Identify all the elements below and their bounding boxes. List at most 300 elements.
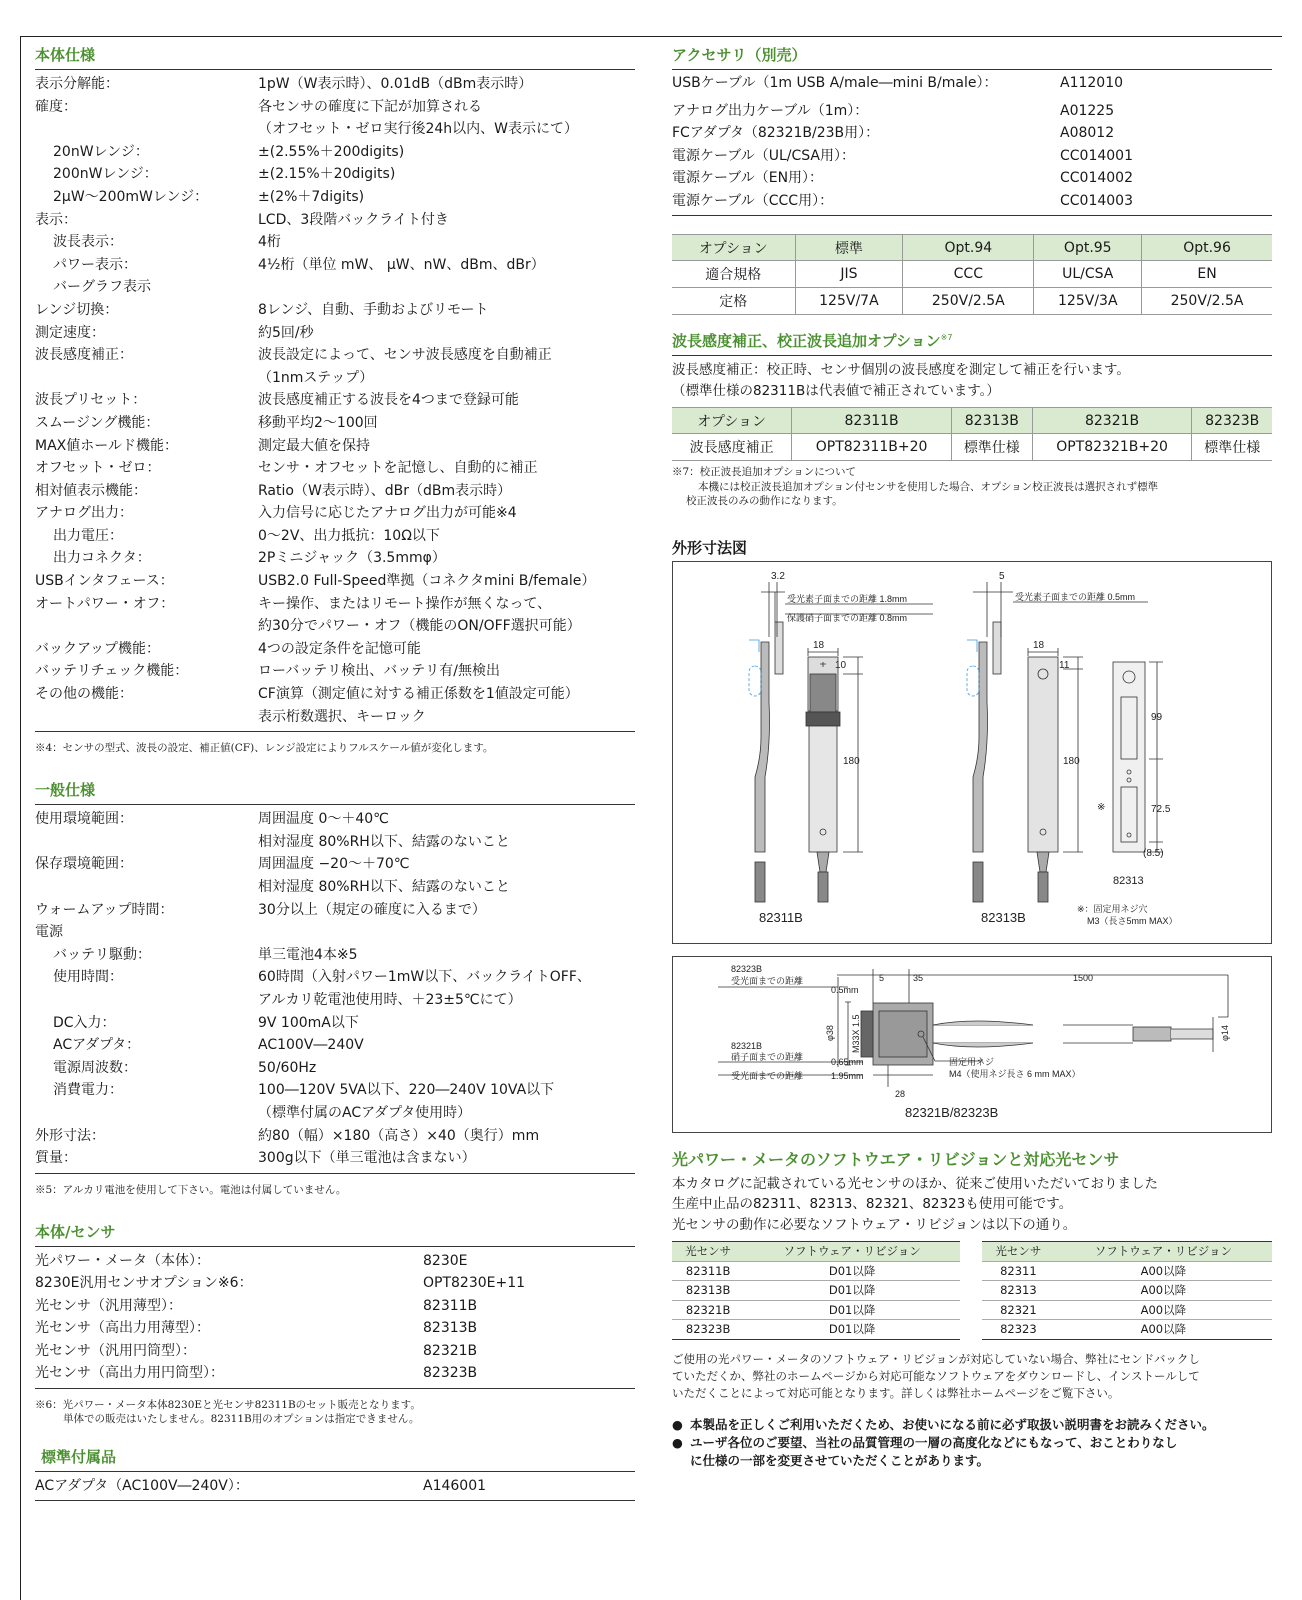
- spec-label: 確度：: [35, 98, 77, 115]
- revision-para-2: ていただくか、弊社のホームページから対応可能なソフトウェアをダウンロードし、インストールして: [672, 1368, 1200, 1383]
- spec-row: [35, 412, 635, 435]
- spec-label: 光センサ（汎用円筒型）：: [35, 1342, 196, 1359]
- d4-l8: 1.95mm: [831, 1070, 864, 1081]
- spec-row: [35, 1272, 635, 1295]
- table-header-cell: ソフトウェア・リビジョン: [1055, 1242, 1272, 1262]
- spec-label: [35, 989, 258, 1012]
- spec-label: 使用環境範囲：: [35, 811, 133, 828]
- spec-value: 各センサの確度に下記が加算される: [258, 98, 482, 115]
- spec-row: [35, 209, 635, 232]
- spec-row: [35, 231, 635, 254]
- spec-row: [35, 706, 635, 729]
- revision-para-1: ご使用の光パワー・メータのソフトウェア・リビジョンが対応していない場合、弊社にセンドバックし: [672, 1351, 1200, 1366]
- body-sensor-title: 本体/センサ: [35, 1223, 635, 1247]
- spec-value: 相対湿度 80%RH以下、結露のないこと: [258, 833, 510, 850]
- spec-label: スムージング機能：: [35, 414, 160, 431]
- spec-value: 波長感度補正する波長を4つまで登録可能: [258, 392, 519, 409]
- spec-label: 質量：: [35, 1150, 77, 1167]
- table-cell: CCC: [903, 261, 1034, 288]
- general-spec-title: 一般仕様: [35, 781, 635, 805]
- spec-row: [35, 615, 635, 638]
- std-accessory-title: 標準付属品: [35, 1448, 635, 1472]
- spec-row: [35, 808, 635, 831]
- wavelength-title-mark: ※7: [940, 333, 953, 342]
- spec-value: [258, 276, 635, 299]
- notice-2-text: ユーザ各位のご要望、当社の品質管理の一層の高度化などにもなって、おことわりなし: [690, 1434, 1178, 1450]
- spec-label: 光センサ（汎用薄型）：: [35, 1297, 182, 1314]
- table-row: [672, 1300, 960, 1320]
- table-cell: EN: [1142, 261, 1272, 288]
- spec-value: ±(2.55%＋200digits): [258, 143, 405, 160]
- table-row: [672, 1242, 960, 1262]
- table-cell: UL/CSA: [1034, 261, 1142, 288]
- spec-row: [35, 1012, 635, 1035]
- table-cell: 82311B: [672, 1261, 744, 1281]
- spec-row: [35, 660, 635, 683]
- body-sensor-note-2: 単体での販売はいたしません。82311B用のオプションは指定できません。: [63, 1412, 420, 1425]
- d4-w5: 5: [879, 972, 885, 983]
- spec-label: ACアダプタ：: [53, 1037, 141, 1054]
- table-header-cell: オプション: [672, 235, 795, 261]
- spec-row: [35, 344, 635, 367]
- bullet-icon: ●: [672, 1434, 683, 1450]
- spec-label: [35, 706, 258, 729]
- spec-row: [35, 831, 635, 854]
- d4-screw-2: M4（使用ネジ長さ 6 mm MAX）: [949, 1068, 1081, 1079]
- label-82313: 82313: [1113, 874, 1144, 887]
- spec-value: 4½桁（単位 mW、 μW、nW、dBm、dBr）: [258, 256, 545, 273]
- accessory-row: [672, 167, 1272, 190]
- table-cell: 82323: [982, 1320, 1055, 1340]
- spec-value: 表示桁数選択、キーロック: [258, 708, 426, 725]
- table-cell: 標準仕様: [951, 434, 1032, 461]
- table-cell: 82323B: [672, 1320, 744, 1340]
- spec-row: [35, 141, 635, 164]
- spec-value: 1pW（W表示時）、0.01dB（dBm表示時）: [258, 76, 533, 92]
- label-82311b: 82311B: [759, 909, 803, 925]
- spec-value: 0～2V、出力抵抗：10Ω以下: [258, 527, 440, 544]
- spec-value: ±(2.15%＋20digits): [258, 166, 396, 183]
- spec-label: 8230E汎用センサオプション※6：: [35, 1275, 253, 1292]
- accessory-row: [672, 72, 1272, 95]
- notice-2: [672, 1434, 1272, 1452]
- spec-label: ACアダプタ（AC100V―240V）：: [35, 1477, 249, 1494]
- accessory-row: [672, 190, 1272, 213]
- d4-d38: φ38: [825, 1024, 835, 1041]
- wavelength-note-2: 校正波長のみの動作になります。: [686, 495, 843, 507]
- accessory-row: [672, 145, 1272, 168]
- spec-row: [35, 683, 635, 706]
- accessory-part-number: A08012: [1060, 125, 1115, 141]
- dimension-diagram-cylinder: [672, 956, 1272, 1133]
- main-spec-note: ※4：センサの型式、波長の設定、補正値(CF)、レンジ設定によりフルスケール値が変化します。: [35, 742, 494, 755]
- spec-value: 82313B: [423, 1320, 478, 1337]
- table-cell: 82321: [982, 1300, 1055, 1320]
- spec-label: [35, 615, 258, 638]
- revision-para-3: いただくことによって対応可能となります。詳しくは弊社ホームページをご覧下さい。: [672, 1385, 1120, 1400]
- spec-value: 4桁: [258, 234, 281, 251]
- spec-value: 波長設定によって、センサ波長感度を自動補正: [258, 347, 552, 364]
- table-row: [672, 288, 1272, 315]
- table-cell: 適合規格: [672, 261, 795, 288]
- dim-311-width: 3.2: [771, 570, 785, 582]
- table-row: [982, 1281, 1272, 1301]
- table-header-cell: 光センサ: [982, 1242, 1055, 1262]
- d4-w28: 28: [895, 1088, 906, 1099]
- spec-label: 出力コネクタ：: [53, 550, 151, 567]
- spec-row: [35, 435, 635, 458]
- spec-label: 表示分解能：: [35, 76, 119, 92]
- d4-l1: 82323B: [731, 963, 763, 974]
- accessory-row: [672, 122, 1272, 145]
- table-header-cell: Opt.95: [1034, 235, 1142, 261]
- wavelength-desc-2: （標準仕様の82311Bは代表値で補正されています。）: [672, 383, 1000, 399]
- dim-311-t2: 保護硝子面までの距離 0.8mm: [787, 612, 908, 623]
- spec-row: [35, 457, 635, 480]
- spec-label: ウォームアップ時間：: [35, 901, 174, 918]
- table-row: [672, 261, 1272, 288]
- spec-label: [35, 1102, 258, 1125]
- general-spec-note: ※5：アルカリ電池を使用して下さい。電池は付属していません。: [35, 1183, 347, 1196]
- spec-label: 2μW～200mWレンジ：: [53, 188, 209, 205]
- wavelength-note-head: ※7：校正波長追加オプションについて: [672, 466, 857, 478]
- table-row: [672, 434, 1272, 461]
- spec-label: 消費電力：: [53, 1082, 123, 1099]
- spec-row: [35, 853, 635, 876]
- sensor-dimension-drawing: [673, 562, 1271, 943]
- accessory-label: USBケーブル（1m USB A/male―mini B/male）：: [672, 75, 998, 91]
- spec-value: 100―120V 5VA以下、220―240V 10VA以下: [258, 1082, 555, 1099]
- table-row: [982, 1300, 1272, 1320]
- spec-value: センサ・オフセットを記憶し、自動的に補正: [258, 460, 538, 477]
- spec-value: 2Pミニジャック（3.5mmφ）: [258, 550, 446, 567]
- spec-value: 60時間（入射パワー1mW以下、バックライトOFF、: [258, 969, 591, 986]
- wavelength-title-text: 波長感度補正、校正波長追加オプション: [672, 332, 941, 350]
- spec-label: DC入力：: [53, 1014, 116, 1031]
- spec-value: 4つの設定条件を記憶可能: [258, 640, 421, 657]
- spec-label: [35, 831, 258, 854]
- spec-value: [258, 921, 635, 944]
- table-cell: 82311: [982, 1261, 1055, 1281]
- spec-row: [35, 989, 635, 1012]
- spec-label: バッテリチェック機能：: [35, 663, 189, 680]
- spec-label: 波長表示：: [53, 234, 123, 251]
- spec-row: [35, 254, 635, 277]
- table-row: [672, 1281, 960, 1301]
- spec-label: アナログ出力：: [35, 505, 133, 522]
- spec-row: [35, 1147, 635, 1170]
- table-header-cell: 82311B: [792, 408, 952, 434]
- spec-row: [35, 547, 635, 570]
- spec-value: AC100V―240V: [258, 1037, 364, 1054]
- body-sensor-list: [35, 1247, 635, 1389]
- wavelength-option-table: [672, 407, 1272, 461]
- spec-row: [35, 118, 635, 141]
- general-spec-list: [35, 805, 635, 1174]
- accessory-title: アクセサリ（別売）: [672, 46, 1272, 70]
- spec-row: [35, 1475, 635, 1498]
- accessory-part-number: CC014001: [1060, 147, 1133, 164]
- dim-313-len: 180: [1063, 755, 1080, 767]
- spec-row: [35, 389, 635, 412]
- accessory-label: 電源ケーブル（EN用）：: [672, 170, 824, 186]
- spec-label: オフセット・ゼロ：: [35, 460, 161, 477]
- spec-label: [35, 367, 258, 390]
- accessory-row: [672, 100, 1272, 123]
- spec-label: 光センサ（高出力用薄型）：: [35, 1320, 210, 1337]
- spec-row: [35, 163, 635, 186]
- spec-label: 光センサ（高出力用円筒型）：: [35, 1365, 224, 1382]
- spec-value: 測定最大値を保持: [258, 437, 370, 454]
- d4-l7: 受光面までの距離: [731, 1070, 804, 1081]
- spec-value: 82323B: [423, 1365, 478, 1382]
- spec-value: 50/60Hz: [258, 1059, 317, 1076]
- table-cell: JIS: [795, 261, 903, 288]
- main-spec-title: 本体仕様: [35, 46, 635, 70]
- accessory-label: FCアダプタ（82321B/23B用）：: [672, 125, 880, 141]
- notice-2b-text: に仕様の一部を変更させていただくことがあります。: [690, 1452, 990, 1468]
- spec-value: 82321B: [423, 1342, 478, 1359]
- revision-table-legacy: [982, 1241, 1272, 1340]
- accessory-part-number: CC014002: [1060, 170, 1133, 186]
- revision-desc-1: 本カタログに記載されている光センサのほか、従来ご使用いただいておりました: [672, 1175, 1158, 1192]
- spec-row: [35, 1034, 635, 1057]
- cylinder-dimension-drawing: [673, 957, 1271, 1132]
- spec-value: キー操作、またはリモート操作が無くなって、: [258, 595, 552, 612]
- d4-l6: 0.65mm: [831, 1056, 864, 1067]
- spec-value: 82311B: [423, 1297, 478, 1314]
- table-row: [982, 1320, 1272, 1340]
- spec-value: 相対湿度 80%RH以下、結露のないこと: [258, 879, 510, 895]
- table-cell: D01以降: [744, 1281, 960, 1301]
- spec-row: [35, 899, 635, 922]
- spec-value: 約80（幅）×180（高さ）×40（奥行）mm: [258, 1127, 540, 1144]
- spec-row: [35, 1362, 635, 1385]
- d4-l5: 硝子面までの距離: [731, 1051, 804, 1062]
- spec-value: （1nmステップ）: [258, 369, 374, 386]
- d4-l3: 0.5mm: [831, 984, 859, 995]
- spec-value: ±(2%＋7digits): [258, 188, 365, 205]
- dim-313-width: 5: [999, 570, 1005, 582]
- table-cell: 82313B: [672, 1281, 744, 1301]
- spec-row: [35, 299, 635, 322]
- spec-label: 20nWレンジ：: [53, 143, 149, 160]
- dim-313-note-1: ※：固定用ネジ穴: [1077, 903, 1148, 914]
- d4-d14: φ14: [1220, 1024, 1230, 1041]
- revision-desc-3: 光センサの動作に必要なソフトウェア・リビジョンは以下の通り。: [672, 1216, 1077, 1233]
- table-cell: A00以降: [1055, 1281, 1272, 1301]
- spec-label: 保存環境範囲：: [35, 856, 133, 873]
- spec-label: [35, 118, 258, 141]
- table-cell: A00以降: [1055, 1300, 1272, 1320]
- spec-label: 200nWレンジ：: [53, 166, 158, 183]
- spec-label: 電源: [35, 924, 63, 941]
- dim-313-t1: 受光素子面までの距離 0.5mm: [1015, 591, 1136, 602]
- spec-value: CF演算（測定値に対する補正係数を1値設定可能）: [258, 686, 579, 703]
- spec-label: オートパワー・オフ：: [35, 595, 175, 612]
- spec-row: [35, 1295, 635, 1318]
- table-header-cell: 光センサ: [672, 1242, 744, 1262]
- spec-row: [35, 1250, 635, 1273]
- spec-label: バックアップ機能：: [35, 640, 161, 657]
- spec-label: 出力電圧：: [53, 527, 123, 544]
- spec-value: 300g以下（単三電池は含まない）: [258, 1150, 476, 1167]
- label-82313b: 82313B: [981, 909, 1026, 925]
- spec-value: 移動平均2～100回: [258, 414, 378, 431]
- table-cell: 250V/2.5A: [1142, 288, 1272, 315]
- table-cell: 125V/7A: [795, 288, 903, 315]
- spec-value: 8230E: [423, 1252, 468, 1269]
- spec-value: 単三電池4本※5: [258, 946, 358, 963]
- spec-row: [35, 480, 635, 503]
- dim-313-mark: ※: [1097, 801, 1106, 813]
- d4-l4: 82321B: [731, 1040, 763, 1051]
- spec-row: [35, 502, 635, 525]
- table-row: [672, 1261, 960, 1281]
- spec-value: OPT8230E+11: [423, 1275, 526, 1292]
- accessory-label: 電源ケーブル（CCC用）：: [672, 192, 834, 209]
- notice-2b: [672, 1452, 1272, 1470]
- dim-313-top: 11: [1059, 659, 1070, 671]
- dim-313-note-2: M3（長さ5mm MAX）: [1087, 915, 1178, 926]
- spec-label: 測定速度：: [35, 324, 105, 341]
- accessory-label: アナログ出力ケーブル（1m）：: [672, 102, 869, 119]
- dim-313-w18: 18: [1033, 639, 1045, 651]
- spec-row: [35, 1340, 635, 1363]
- wavelength-title: [672, 329, 1272, 356]
- notice-1-text: 本製品を正しくご利用いただくため、お使いになる前に必ず取扱い説明書をお読みください。: [690, 1416, 1215, 1432]
- spec-row: [35, 1057, 635, 1080]
- label-82321b-82323b: 82321B/82323B: [905, 1104, 999, 1120]
- spec-row: [35, 525, 635, 548]
- table-cell: 250V/2.5A: [903, 288, 1034, 315]
- table-cell: A00以降: [1055, 1261, 1272, 1281]
- spec-row: [35, 593, 635, 616]
- table-cell: OPT82311B+20: [792, 434, 952, 461]
- main-spec-list: [35, 70, 635, 732]
- dim-313-c: (8.5): [1143, 847, 1164, 859]
- revision-table-current: [672, 1241, 960, 1340]
- spec-label: 光パワー・メータ（本体）：: [35, 1252, 210, 1269]
- spec-row: [35, 186, 635, 209]
- spec-label: USBインタフェース：: [35, 573, 174, 590]
- spec-label: レンジ切換：: [35, 301, 119, 318]
- spec-row: [35, 944, 635, 967]
- revision-desc-2: 生産中止品の82311、82313、82321、82323も使用可能です。: [672, 1196, 1073, 1212]
- table-row: [982, 1261, 1272, 1281]
- spec-label: パワー表示：: [53, 256, 137, 273]
- table-cell: D01以降: [744, 1320, 960, 1340]
- spec-label: バーグラフ表示: [53, 279, 151, 296]
- body-sensor-note-1: ※6：光パワー・メータ本体8230Eと光センサ82311Bのセット販売となります。: [35, 1398, 421, 1411]
- table-row: [672, 408, 1272, 434]
- spec-value: 周囲温度 0～＋40℃: [258, 811, 389, 828]
- spec-value: ローバッテリ検出、バッテリ有/無検出: [258, 663, 501, 680]
- table-cell: 125V/3A: [1034, 288, 1142, 315]
- d4-screw-1: 固定用ネジ: [949, 1056, 995, 1067]
- table-header-cell: 標準: [795, 235, 903, 261]
- spec-label: 外形寸法：: [35, 1127, 105, 1144]
- d4-l2: 受光面までの距離: [731, 975, 804, 986]
- spec-row: [35, 73, 635, 96]
- table-header-cell: 82313B: [951, 408, 1032, 434]
- left-column: [35, 46, 635, 1501]
- dim-313-b: 72.5: [1151, 803, 1171, 815]
- spec-label: 表示：: [35, 211, 77, 228]
- spec-value: （標準付属のACアダプタ使用時）: [258, 1104, 472, 1121]
- dim-311-w18: 18: [813, 639, 825, 651]
- spec-value: アルカリ乾電池使用時、＋23±5℃にて）: [258, 991, 522, 1008]
- spec-row: [35, 570, 635, 593]
- spec-value: USB2.0 Full-Speed準拠（コネクタmini B/female）: [258, 573, 596, 590]
- table-header-cell: Opt.94: [903, 235, 1034, 261]
- spec-label: 波長プリセット：: [35, 392, 147, 409]
- table-header-cell: Opt.96: [1142, 235, 1272, 261]
- right-column: [672, 46, 1272, 1470]
- spec-label: バッテリ駆動：: [53, 946, 151, 963]
- wavelength-note-1: 本機には校正波長追加オプション付センサを使用した場合、オプション校正波長は選択されず標準: [698, 480, 1159, 493]
- spec-value: 30分以上（規定の確度に入るまで）: [258, 901, 486, 918]
- spec-label: MAX値ホールド機能：: [35, 437, 178, 454]
- spec-value: 9V 100mA以下: [258, 1014, 359, 1031]
- std-accessory-list: [35, 1472, 635, 1502]
- d4-thread: M33X 1.5: [851, 1013, 861, 1053]
- dim-311-top: 10: [835, 659, 847, 671]
- spec-value: Ratio（W表示時）、dBr（dBm表示時）: [258, 482, 512, 499]
- spec-row: [35, 1102, 635, 1125]
- accessory-list: [672, 70, 1272, 216]
- table-cell: OPT82321B+20: [1032, 434, 1192, 461]
- accessory-part-number: A112010: [1060, 75, 1124, 91]
- table-row: [672, 1320, 960, 1340]
- spec-row: [35, 276, 635, 299]
- spec-value: 約30分でパワー・オフ（機能のON/OFF選択可能）: [258, 618, 581, 635]
- spec-label: 使用時間：: [53, 969, 123, 986]
- spec-value: LCD、3段階バックライト付き: [258, 211, 449, 228]
- spec-row: [35, 96, 635, 119]
- dim-313-a: 99: [1151, 711, 1163, 723]
- notice-1: [672, 1416, 1272, 1434]
- table-cell: 82321B: [672, 1300, 744, 1320]
- spec-value: 入力信号に応じたアナログ出力が可能※4: [258, 505, 517, 522]
- table-row: [672, 235, 1272, 261]
- table-cell: 82313: [982, 1281, 1055, 1301]
- d4-w1500: 1500: [1073, 972, 1094, 983]
- accessory-part-number: CC014003: [1060, 192, 1133, 209]
- revision-title: 光パワー・メータのソフトウエア・リビジョンと対応光センサ: [672, 1149, 1120, 1169]
- dim-311-t1: 受光素子面までの距離 1.8mm: [787, 593, 908, 604]
- dimensions-title: 外形寸法図: [672, 538, 748, 557]
- table-cell: D01以降: [744, 1300, 960, 1320]
- accessory-part-number: A01225: [1060, 102, 1115, 119]
- table-header-cell: ソフトウェア・リビジョン: [744, 1242, 960, 1262]
- spec-value: 約5回/秒: [258, 324, 314, 341]
- spec-label: 電源周波数：: [53, 1059, 137, 1076]
- wavelength-desc-1: 波長感度補正：校正時、センサ個別の波長感度を測定して補正を行います。: [672, 362, 1130, 378]
- table-cell: A00以降: [1055, 1320, 1272, 1340]
- spec-value: A146001: [423, 1477, 487, 1494]
- spec-value: 8レンジ、自動、手動およびリモート: [258, 301, 489, 318]
- power-cable-option-table: [672, 234, 1272, 315]
- spec-row: [35, 1079, 635, 1102]
- table-header-cell: 82323B: [1192, 408, 1272, 434]
- spec-row: [35, 921, 635, 944]
- spec-row: [35, 638, 635, 661]
- table-header-cell: 82321B: [1032, 408, 1192, 434]
- dim-311-len: 180: [843, 755, 860, 767]
- spec-row: [35, 322, 635, 345]
- spec-value: （オフセット・ゼロ実行後24h以内、W表示にて）: [258, 121, 578, 138]
